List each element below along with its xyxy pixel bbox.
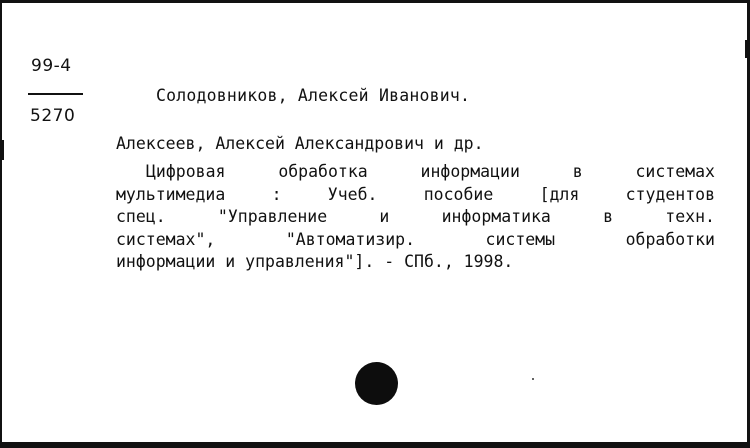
word: в xyxy=(603,207,614,226)
word: "Автоматизир. xyxy=(285,229,415,249)
word: и xyxy=(379,207,390,226)
description-line-4 xyxy=(116,229,715,252)
word: мультимедиа xyxy=(116,184,226,204)
description-line-2 xyxy=(116,184,715,207)
description-line-1 xyxy=(116,161,715,184)
bibliographic-description xyxy=(116,161,715,274)
word: в xyxy=(572,162,583,181)
call-number-bottom: 5270 xyxy=(30,106,76,126)
card-border-bottom xyxy=(0,442,750,448)
paper-speck xyxy=(532,378,534,380)
card-edge-mark-right xyxy=(745,40,747,58)
description-line-3 xyxy=(116,206,715,229)
word: системы xyxy=(485,229,556,249)
author-heading: Солодовников, Алексей Иванович. xyxy=(156,86,471,105)
word: обработки xyxy=(625,229,715,249)
word: [для xyxy=(539,184,580,204)
word: Цифровая xyxy=(146,162,226,181)
word: техн. xyxy=(665,207,715,226)
word: пособие xyxy=(423,184,494,204)
word: "Управление xyxy=(217,207,328,226)
word: спец. xyxy=(116,207,166,226)
word: : xyxy=(271,184,282,204)
call-number-divider xyxy=(28,93,83,95)
word: Учеб. xyxy=(327,184,378,204)
word: информатика xyxy=(441,207,551,226)
punch-hole xyxy=(355,362,398,405)
word: системах xyxy=(635,162,715,181)
word: системах", xyxy=(116,229,216,249)
description-line-5 xyxy=(116,251,715,274)
author-entry: Алексеев, Алексей Александрович и др. xyxy=(116,134,484,153)
call-number-top: 99-4 xyxy=(31,56,72,76)
card-border-top xyxy=(0,0,750,3)
card-border-left xyxy=(0,0,2,448)
word: информации xyxy=(420,162,520,181)
card-edge-mark-left xyxy=(0,140,4,160)
word: студентов xyxy=(625,184,715,204)
word: обработка xyxy=(278,162,368,181)
word: информации и управления"]. - СПб., 1998. xyxy=(116,252,514,271)
